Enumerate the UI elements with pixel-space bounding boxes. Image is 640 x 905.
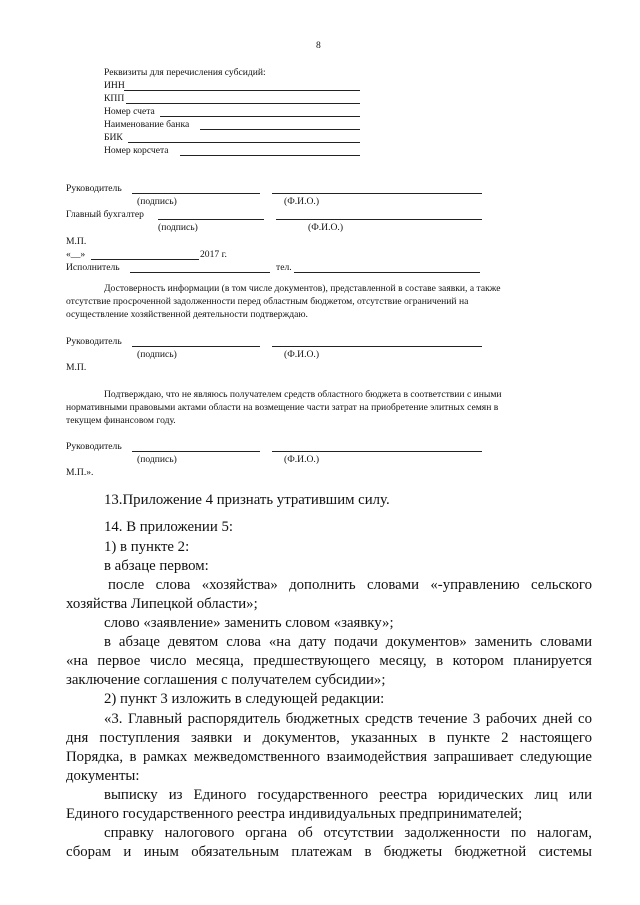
confirm2-line-3: текущем финансовом году. <box>66 415 176 426</box>
certificate-line-1: справку налогового органа об отсутствии задолженности по налогам, <box>104 825 592 841</box>
fio-caption: (Ф.И.О.) <box>284 454 320 465</box>
head-fio-line <box>272 346 482 347</box>
accountant-signature-line <box>158 219 264 220</box>
tel-label: тел. <box>276 262 292 273</box>
extract-line-2: Единого государственного реестра индивидуальных предпринимателей; <box>66 806 523 822</box>
signature-caption: (подпись) <box>137 196 177 207</box>
corr-line <box>180 155 360 156</box>
bank-label: Наименование банка <box>104 119 190 130</box>
head-label: Руководитель <box>66 336 122 347</box>
bik-line <box>128 142 360 143</box>
inn-label: ИНН <box>104 80 125 91</box>
stamp-place: М.П. <box>66 236 87 247</box>
item-14-title: 14. В приложении 5: <box>104 519 233 535</box>
certificate-line-2: сборам и иным обязательным платежам в бюджеты бюджетной системы <box>66 844 592 860</box>
signature-caption: (подпись) <box>137 454 177 465</box>
confirm2-line-1: Подтверждаю, что не являюсь получателем средств областного бюджета в соответствии с иными <box>104 389 502 400</box>
confirm1-line-1: Достоверность информации (в том числе документов), представленной в составе заявки, а также <box>104 283 501 294</box>
executor-label: Исполнитель <box>66 262 120 273</box>
accountant-label: Главный бухгалтер <box>66 209 144 220</box>
account-line <box>160 116 360 117</box>
tel-line <box>294 272 480 273</box>
replace-word: слово «заявление» заменить словом «заявку»; <box>104 615 394 631</box>
point-3-line-4: документы: <box>66 768 140 784</box>
accountant-fio-line <box>276 219 482 220</box>
head-signature-line <box>132 346 260 347</box>
executor-line <box>130 272 270 273</box>
page-number: 8 <box>316 40 321 51</box>
date-month-line <box>91 259 199 260</box>
after-word-line-1: после слова «хозяйства» дополнить словами «-управлению сельского <box>108 577 592 593</box>
head-signature-line <box>132 451 260 452</box>
subitem-2: 2) пункт 3 изложить в следующей редакции: <box>104 691 385 707</box>
stamp-place: М.П. <box>66 362 87 373</box>
head-fio-line <box>272 451 482 452</box>
confirm1-line-2: отсутствие просроченной задолженности перед областным бюджетом, отсутствие ограничений на <box>66 296 469 307</box>
requisites-title: Реквизиты для перечисления субсидий: <box>104 67 266 78</box>
kpp-label: КПП <box>104 93 125 104</box>
head-label: Руководитель <box>66 183 122 194</box>
signature-caption: (подпись) <box>137 349 177 360</box>
signature-caption-2: (подпись) <box>158 222 198 233</box>
corr-label: Номер корсчета <box>104 145 169 156</box>
paragraph-ninth-line-3: заключение соглашения с получателем субсидии»; <box>66 672 386 688</box>
kpp-line <box>126 103 360 104</box>
confirm1-line-3: осуществление хозяйственной деятельности подтверждаю. <box>66 309 308 320</box>
confirm2-line-2: нормативными правовыми актами области на возмещение части затрат на приобретение элитных семян в <box>66 402 499 413</box>
stamp-place: М.П.». <box>66 467 94 478</box>
fio-caption: (Ф.И.О.) <box>284 196 320 207</box>
paragraph-ninth-line-2: «на первое число месяца, предшествующего месяцу, в котором планируется <box>66 653 592 669</box>
head-label: Руководитель <box>66 441 122 452</box>
paragraph-ninth-line-1: в абзаце девятом слова «на дату подачи документов» заменить словами <box>104 634 592 650</box>
bank-line <box>200 129 360 130</box>
point-3-line-1: «3. Главный распорядитель бюджетных средств течение 3 рабочих дней со <box>104 711 592 727</box>
subitem-1: 1) в пункте 2: <box>104 539 190 555</box>
date-year: 2017 г. <box>200 249 227 260</box>
account-label: Номер счета <box>104 106 155 117</box>
point-3-line-2: дня поступления заявки и документов, указанных в пункте 2 настоящего <box>66 730 592 746</box>
head-fio-line <box>272 193 482 194</box>
head-signature-line <box>132 193 260 194</box>
inn-line <box>124 90 360 91</box>
fio-caption: (Ф.И.О.) <box>284 349 320 360</box>
point-3-line-3: Порядка, в рамках межведомственного взаимодействия запрашивает следующие <box>66 749 592 765</box>
extract-line-1: выписку из Единого государственного реестра юридических лиц или <box>104 787 592 803</box>
paragraph-first: в абзаце первом: <box>104 558 209 574</box>
after-word-line-2: хозяйства Липецкой области»; <box>66 596 258 612</box>
item-13: 13.Приложение 4 признать утратившим силу. <box>104 492 390 508</box>
bik-label: БИК <box>104 132 123 143</box>
fio-caption-2: (Ф.И.О.) <box>308 222 344 233</box>
date-day: «__» <box>66 249 86 260</box>
